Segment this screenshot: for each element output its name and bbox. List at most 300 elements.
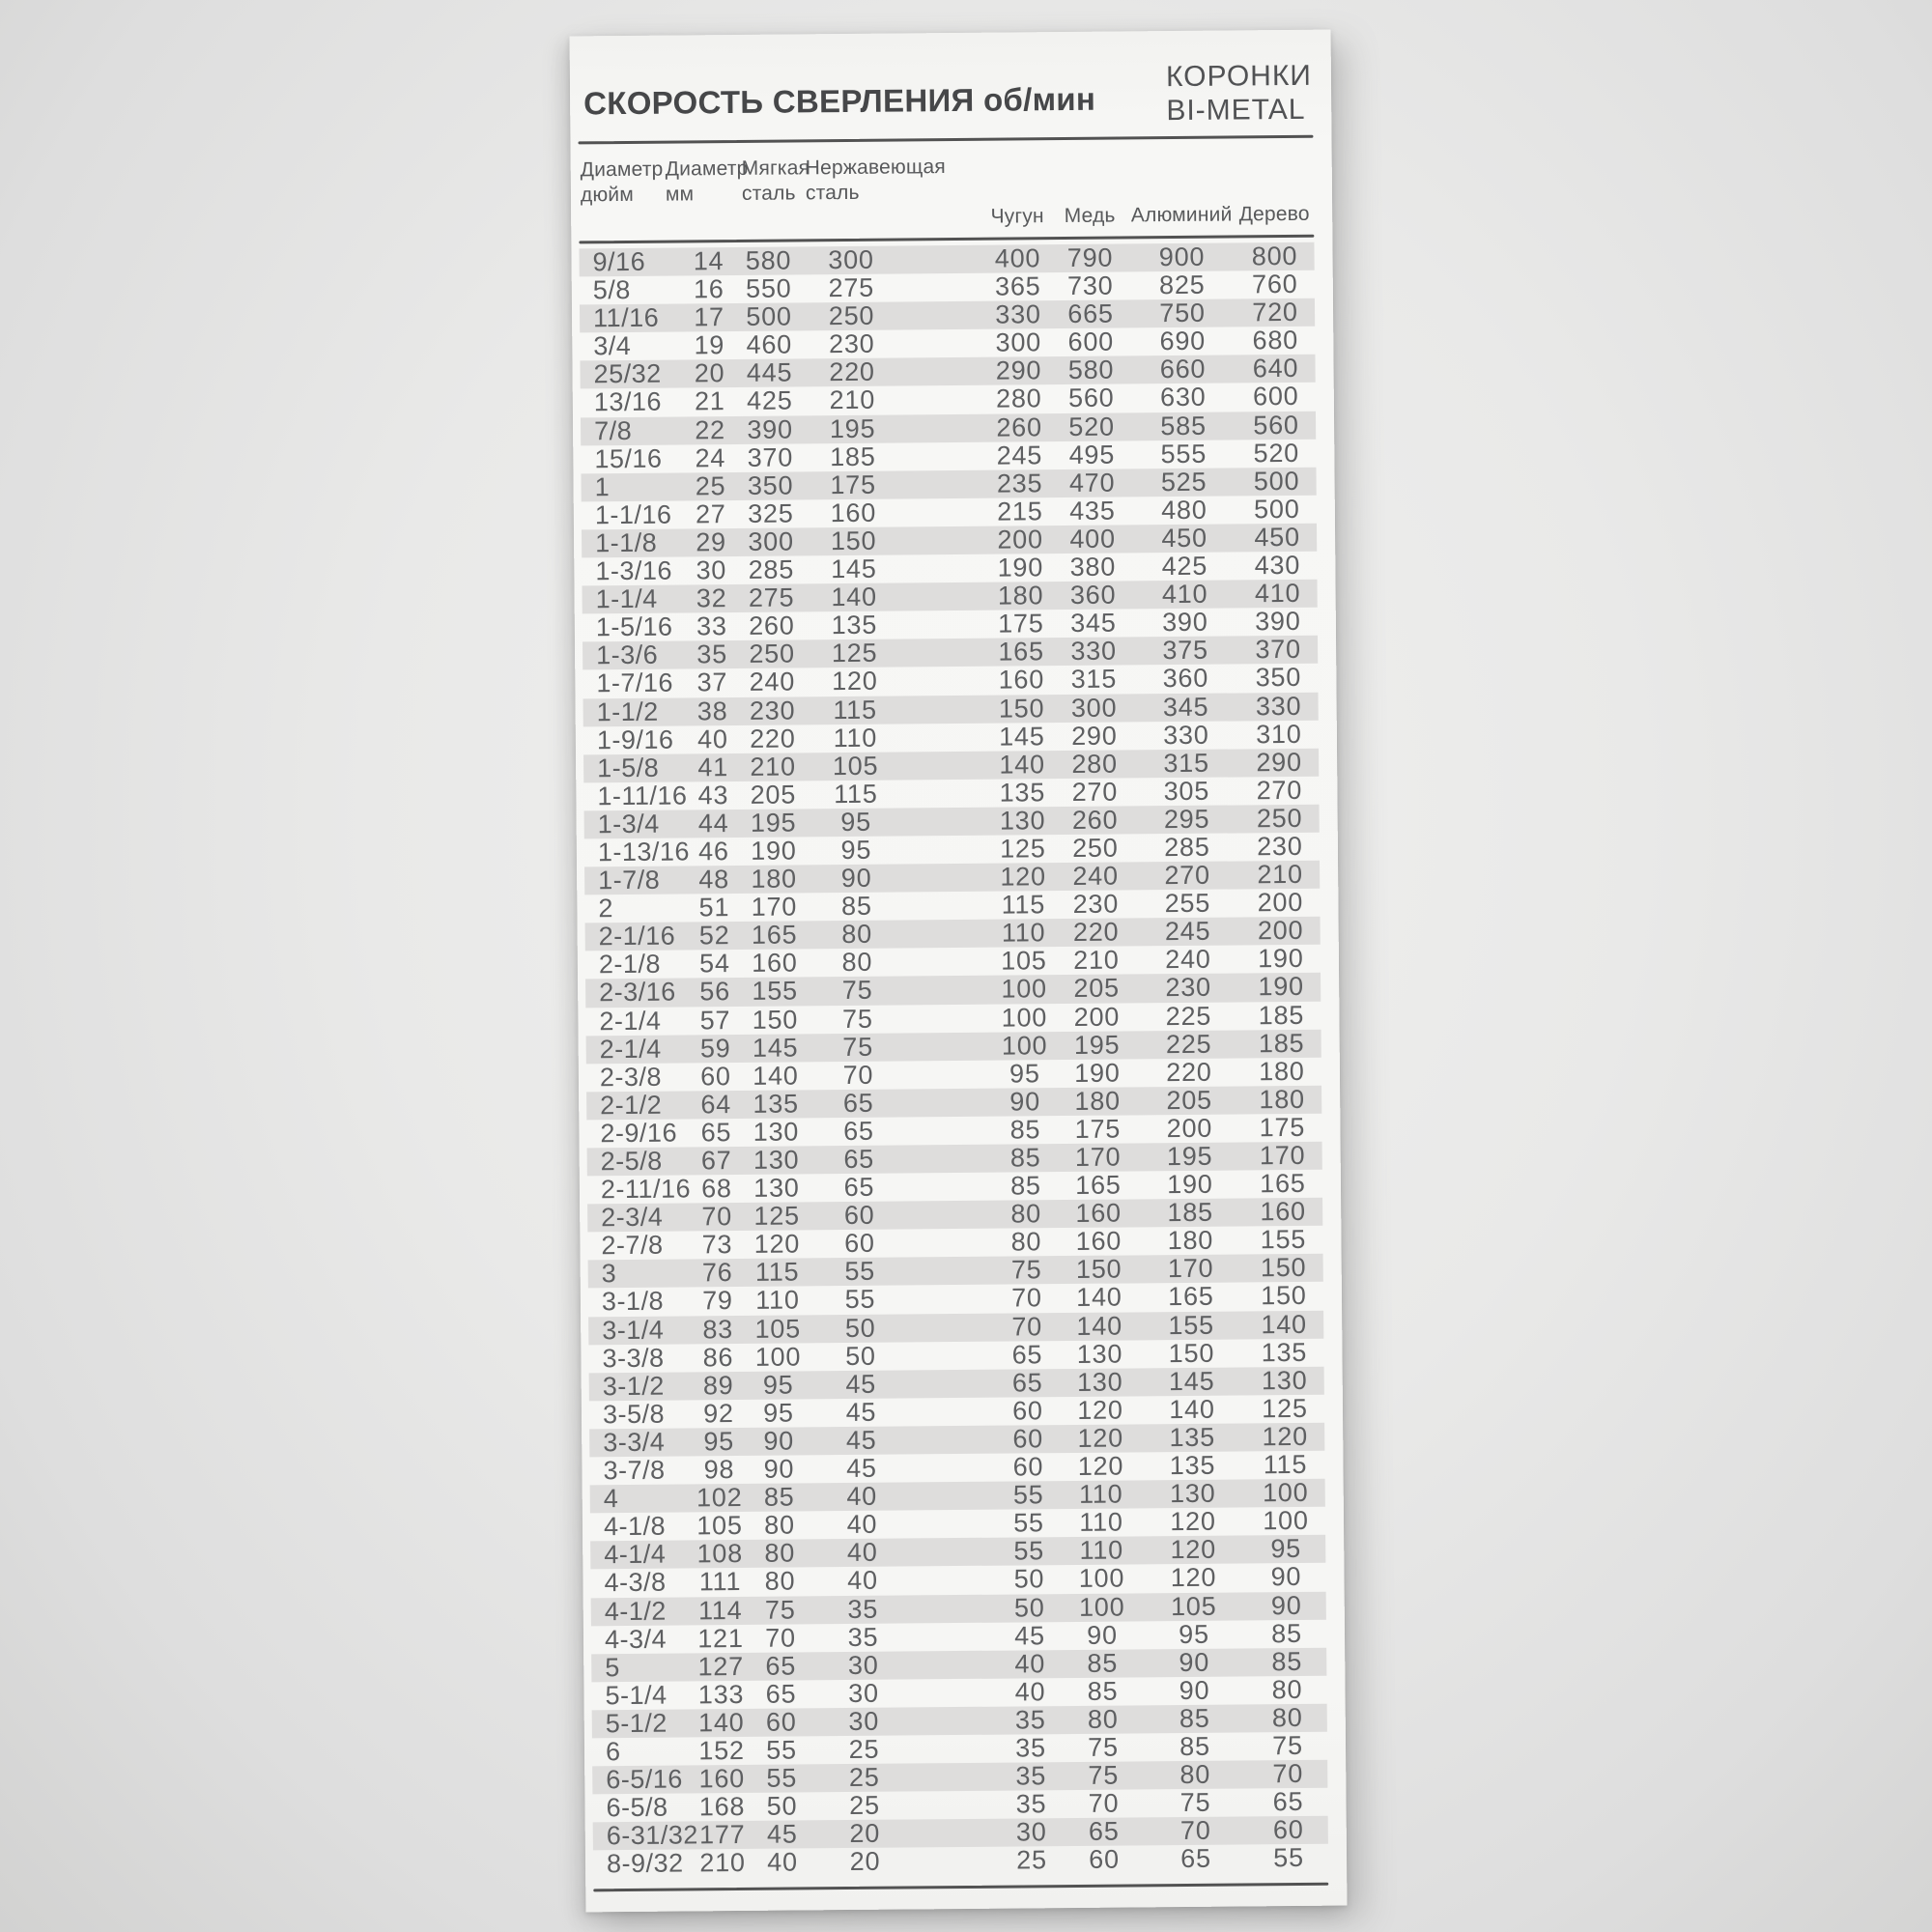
cell-mild-steel: 210 xyxy=(750,752,796,781)
cell-stainless-steel: 30 xyxy=(848,1706,880,1736)
cell-wood: 310 xyxy=(1256,719,1302,749)
cell-cast-iron: 280 xyxy=(995,384,1042,414)
cell-aluminum: 220 xyxy=(1166,1057,1212,1087)
cell-copper: 205 xyxy=(1073,973,1121,1004)
col-header-label: Медь xyxy=(1064,204,1116,228)
cell-diameter-mm: 76 xyxy=(701,1258,733,1288)
cell-diameter-inch: 2-3/16 xyxy=(599,977,676,1008)
cell-diameter-inch: 2-5/8 xyxy=(600,1146,663,1177)
cell-stainless-steel: 50 xyxy=(844,1313,876,1343)
cell-cast-iron: 400 xyxy=(994,243,1041,273)
cell-stainless-steel: 185 xyxy=(829,441,876,471)
cell-diameter-mm: 92 xyxy=(703,1398,734,1429)
cell-stainless-steel: 65 xyxy=(843,1172,875,1203)
cell-aluminum: 200 xyxy=(1166,1113,1213,1144)
cell-cast-iron: 160 xyxy=(998,665,1045,696)
cell-mild-steel: 90 xyxy=(763,1454,795,1484)
cell-mild-steel: 95 xyxy=(763,1398,794,1428)
cell-mild-steel: 150 xyxy=(752,1004,799,1035)
cell-copper: 600 xyxy=(1067,327,1115,357)
cell-wood: 800 xyxy=(1251,241,1298,271)
cell-stainless-steel: 25 xyxy=(848,1734,880,1764)
cell-diameter-mm: 83 xyxy=(702,1314,734,1344)
cell-aluminum: 180 xyxy=(1167,1225,1214,1256)
cell-mild-steel: 325 xyxy=(747,498,794,528)
cell-cast-iron: 25 xyxy=(1016,1845,1047,1875)
cell-copper: 150 xyxy=(1075,1254,1122,1285)
cell-stainless-steel: 175 xyxy=(830,469,876,499)
cell-wood: 185 xyxy=(1258,1000,1305,1030)
cell-mild-steel: 125 xyxy=(753,1201,801,1232)
cell-wood: 140 xyxy=(1261,1309,1308,1339)
cell-aluminum: 90 xyxy=(1179,1675,1210,1705)
cell-cast-iron: 100 xyxy=(1001,974,1048,1005)
cell-cast-iron: 35 xyxy=(1015,1761,1047,1791)
cell-stainless-steel: 60 xyxy=(844,1229,875,1259)
cell-diameter-mm: 70 xyxy=(701,1202,733,1232)
cell-diameter-mm: 68 xyxy=(700,1174,732,1204)
brand-block xyxy=(1166,59,1312,128)
cell-wood: 125 xyxy=(1262,1393,1308,1424)
cell-cast-iron: 235 xyxy=(996,468,1043,498)
cell-stainless-steel: 125 xyxy=(831,639,878,668)
cell-cast-iron: 85 xyxy=(1009,1143,1041,1173)
cell-aluminum: 410 xyxy=(1161,579,1208,610)
cell-diameter-mm: 67 xyxy=(700,1146,732,1176)
cell-stainless-steel: 120 xyxy=(832,667,878,696)
cell-mild-steel: 445 xyxy=(746,357,793,388)
cell-copper: 520 xyxy=(1068,412,1115,441)
cell-diameter-inch: 3-1/8 xyxy=(601,1287,665,1317)
cell-copper: 470 xyxy=(1068,468,1116,497)
cell-cast-iron: 85 xyxy=(1009,1171,1041,1201)
cell-copper: 240 xyxy=(1072,861,1119,892)
cell-aluminum: 75 xyxy=(1179,1787,1211,1818)
cell-stainless-steel: 65 xyxy=(842,1116,874,1146)
cell-diameter-inch: 3/4 xyxy=(593,331,632,361)
cell-stainless-steel: 80 xyxy=(841,948,873,978)
leaflet-header xyxy=(582,59,1313,133)
cell-cast-iron: 60 xyxy=(1012,1452,1044,1482)
cell-diameter-inch: 1 xyxy=(594,471,611,502)
cell-wood: 190 xyxy=(1258,972,1305,1002)
cell-aluminum: 295 xyxy=(1163,804,1210,835)
cell-aluminum: 345 xyxy=(1162,692,1209,722)
cell-copper: 580 xyxy=(1067,355,1115,385)
cell-stainless-steel: 40 xyxy=(846,1481,878,1512)
cell-copper: 270 xyxy=(1071,777,1119,807)
cell-cast-iron: 60 xyxy=(1012,1424,1044,1454)
cell-stainless-steel: 210 xyxy=(829,385,876,415)
cell-mild-steel: 130 xyxy=(753,1145,800,1175)
cell-cast-iron: 80 xyxy=(1010,1199,1042,1229)
cell-stainless-steel: 55 xyxy=(844,1285,876,1315)
cell-mild-steel: 45 xyxy=(766,1819,798,1850)
cell-diameter-inch: 1-5/16 xyxy=(595,611,673,642)
brand-product: КОРОНКИ xyxy=(1165,59,1313,94)
cell-diameter-inch: 3-5/8 xyxy=(602,1399,666,1430)
cell-diameter-mm: 54 xyxy=(698,949,730,979)
cell-stainless-steel: 40 xyxy=(846,1509,878,1540)
cell-mild-steel: 165 xyxy=(751,920,798,951)
cell-diameter-mm: 108 xyxy=(696,1539,744,1569)
cell-cast-iron: 50 xyxy=(1013,1564,1045,1594)
cell-cast-iron: 115 xyxy=(1001,890,1046,920)
cell-aluminum: 450 xyxy=(1161,523,1208,554)
cell-copper: 665 xyxy=(1067,298,1114,329)
table-row xyxy=(593,1844,1328,1879)
col-header-label: Чугун xyxy=(990,205,1044,228)
cell-cast-iron: 55 xyxy=(1013,1536,1045,1566)
cell-mild-steel: 55 xyxy=(766,1735,797,1765)
cell-cast-iron: 175 xyxy=(998,609,1044,639)
cell-cast-iron: 180 xyxy=(997,581,1044,611)
cell-copper: 315 xyxy=(1070,664,1118,695)
cell-diameter-mm: 168 xyxy=(698,1792,746,1822)
cell-cast-iron: 130 xyxy=(999,806,1046,836)
cell-cast-iron: 150 xyxy=(998,693,1045,724)
cell-mild-steel: 110 xyxy=(755,1285,800,1316)
cell-copper: 260 xyxy=(1071,805,1119,835)
page-title: СКОРОСТЬ СВЕРЛЕНИЯ об/мин xyxy=(582,80,1096,122)
cell-stainless-steel: 55 xyxy=(844,1257,876,1287)
cell-aluminum: 85 xyxy=(1179,1703,1210,1733)
cell-cast-iron: 190 xyxy=(997,553,1044,582)
cell-diameter-inch: 2-9/16 xyxy=(600,1118,678,1149)
cell-aluminum: 195 xyxy=(1166,1141,1213,1172)
cell-mild-steel: 155 xyxy=(752,976,799,1007)
cell-cast-iron: 125 xyxy=(1000,834,1046,864)
cell-aluminum: 245 xyxy=(1164,916,1211,947)
cell-diameter-inch: 13/16 xyxy=(593,387,663,417)
cell-diameter-inch: 6-5/8 xyxy=(606,1792,668,1823)
cell-copper: 330 xyxy=(1070,636,1117,667)
cell-stainless-steel: 95 xyxy=(840,835,872,866)
cell-aluminum: 360 xyxy=(1162,664,1209,694)
cell-diameter-inch: 1-7/8 xyxy=(598,865,661,895)
cell-copper: 250 xyxy=(1072,833,1119,863)
cell-aluminum: 825 xyxy=(1158,270,1206,300)
cell-wood: 270 xyxy=(1256,775,1303,806)
cell-wood: 100 xyxy=(1263,1506,1309,1536)
cell-mild-steel: 285 xyxy=(748,554,795,584)
col-header-sublabel: дюйм xyxy=(580,183,635,207)
cell-aluminum: 230 xyxy=(1165,973,1212,1003)
cell-diameter-inch: 1-1/8 xyxy=(594,527,658,558)
cell-stainless-steel: 300 xyxy=(828,244,874,275)
cell-diameter-mm: 57 xyxy=(699,1005,731,1035)
cell-diameter-mm: 14 xyxy=(693,246,724,276)
cell-aluminum: 80 xyxy=(1179,1759,1211,1790)
cell-aluminum: 120 xyxy=(1170,1535,1217,1565)
cell-stainless-steel: 35 xyxy=(847,1594,879,1624)
col-header-sublabel: сталь xyxy=(741,182,796,205)
cell-diameter-mm: 105 xyxy=(696,1511,743,1541)
cell-diameter-mm: 46 xyxy=(697,837,729,867)
cell-mild-steel: 70 xyxy=(765,1623,796,1653)
cell-mild-steel: 170 xyxy=(751,892,798,923)
col-header-label: Дерево xyxy=(1238,202,1310,226)
cell-diameter-inch: 4-3/8 xyxy=(604,1568,667,1598)
cell-diameter-mm: 44 xyxy=(697,808,729,838)
cell-copper: 130 xyxy=(1076,1339,1123,1369)
cell-diameter-inch: 4-1/2 xyxy=(604,1596,667,1626)
cell-diameter-inch: 3 xyxy=(601,1259,617,1289)
cell-cast-iron: 45 xyxy=(1014,1620,1045,1651)
cell-mild-steel: 80 xyxy=(764,1538,796,1569)
cell-aluminum: 190 xyxy=(1167,1169,1213,1200)
cell-diameter-inch: 6-5/16 xyxy=(606,1764,683,1795)
cell-stainless-steel: 65 xyxy=(842,1088,874,1118)
cell-aluminum: 285 xyxy=(1164,832,1210,863)
cell-stainless-steel: 160 xyxy=(830,497,877,527)
cell-diameter-inch: 3-3/8 xyxy=(602,1343,665,1373)
cell-mild-steel: 260 xyxy=(749,611,795,641)
cell-wood: 130 xyxy=(1261,1365,1308,1396)
cell-aluminum: 155 xyxy=(1168,1310,1215,1340)
cell-stainless-steel: 20 xyxy=(849,1847,881,1877)
cell-cast-iron: 60 xyxy=(1012,1396,1043,1426)
cell-wood: 450 xyxy=(1254,522,1300,553)
bottom-rule xyxy=(593,1883,1328,1892)
cell-wood: 250 xyxy=(1256,803,1303,834)
cell-diameter-mm: 37 xyxy=(696,668,728,697)
cell-diameter-inch: 2-3/4 xyxy=(601,1202,664,1233)
cell-wood: 80 xyxy=(1271,1702,1303,1733)
cell-aluminum: 375 xyxy=(1162,636,1208,666)
cell-copper: 175 xyxy=(1074,1114,1122,1144)
cell-aluminum: 90 xyxy=(1179,1647,1210,1677)
cell-aluminum: 690 xyxy=(1159,327,1207,356)
drilling-speed-leaflet xyxy=(570,30,1348,1913)
cell-diameter-mm: 27 xyxy=(695,498,726,529)
cell-mild-steel: 275 xyxy=(748,582,795,613)
cell-copper: 290 xyxy=(1071,721,1118,751)
cell-diameter-mm: 30 xyxy=(696,555,727,585)
cell-diameter-mm: 32 xyxy=(696,583,727,613)
cell-wood: 200 xyxy=(1257,888,1304,918)
cell-aluminum: 70 xyxy=(1179,1816,1211,1846)
cell-wood: 230 xyxy=(1257,831,1303,862)
cell-cast-iron: 200 xyxy=(997,525,1043,554)
cell-diameter-inch: 25/32 xyxy=(593,359,662,389)
cell-aluminum: 240 xyxy=(1165,945,1211,975)
cell-wood: 760 xyxy=(1251,269,1298,299)
cell-copper: 170 xyxy=(1074,1142,1122,1172)
cell-diameter-inch: 6-31/32 xyxy=(606,1820,699,1851)
cell-wood: 520 xyxy=(1253,438,1300,468)
cell-diameter-mm: 114 xyxy=(697,1595,743,1625)
cell-diameter-mm: 121 xyxy=(697,1623,744,1653)
cell-cast-iron: 65 xyxy=(1011,1339,1043,1370)
cell-wood: 185 xyxy=(1258,1028,1305,1058)
cell-wood: 120 xyxy=(1262,1421,1309,1452)
cell-diameter-mm: 17 xyxy=(694,302,725,332)
cell-mild-steel: 205 xyxy=(750,780,797,810)
cell-aluminum: 225 xyxy=(1165,1029,1212,1059)
cell-stainless-steel: 30 xyxy=(847,1650,879,1680)
cell-wood: 410 xyxy=(1254,579,1301,609)
cell-stainless-steel: 70 xyxy=(842,1060,874,1090)
cell-mild-steel: 85 xyxy=(763,1482,795,1512)
cell-diameter-mm: 98 xyxy=(703,1455,735,1485)
cell-aluminum: 150 xyxy=(1168,1338,1215,1368)
col-header-sublabel: мм xyxy=(665,183,695,206)
cell-stainless-steel: 90 xyxy=(840,863,872,894)
cell-copper: 200 xyxy=(1073,1002,1121,1032)
cell-cast-iron: 85 xyxy=(1009,1115,1041,1145)
cell-mild-steel: 60 xyxy=(765,1707,797,1737)
cell-wood: 560 xyxy=(1253,410,1299,440)
cell-wood: 210 xyxy=(1257,859,1303,890)
cell-mild-steel: 50 xyxy=(766,1791,798,1821)
cell-diameter-mm: 95 xyxy=(703,1426,735,1457)
speed-table xyxy=(579,242,1328,1879)
cell-copper: 180 xyxy=(1074,1086,1122,1116)
cell-copper: 110 xyxy=(1079,1535,1124,1566)
cell-diameter-mm: 40 xyxy=(696,724,728,753)
cell-stainless-steel: 95 xyxy=(840,807,872,837)
cell-diameter-inch: 1-1/16 xyxy=(594,499,672,530)
cell-diameter-inch: 1-3/16 xyxy=(595,555,673,586)
cell-diameter-inch: 1-13/16 xyxy=(597,837,691,867)
cell-copper: 120 xyxy=(1077,1423,1124,1453)
cell-aluminum: 270 xyxy=(1164,860,1210,891)
table-column-headers xyxy=(579,152,1315,234)
cell-aluminum: 225 xyxy=(1165,1001,1212,1031)
cell-stainless-steel: 75 xyxy=(841,1004,873,1034)
cell-mild-steel: 160 xyxy=(752,948,798,979)
cell-mild-steel: 120 xyxy=(753,1229,801,1260)
cell-stainless-steel: 35 xyxy=(847,1622,879,1652)
cell-diameter-inch: 2-1/4 xyxy=(599,1034,662,1064)
cell-diameter-mm: 16 xyxy=(693,274,724,304)
cell-mild-steel: 220 xyxy=(750,724,796,753)
cell-wood: 60 xyxy=(1272,1815,1304,1845)
col-header-label: Диаметр xyxy=(580,157,664,182)
cell-wood: 115 xyxy=(1263,1449,1308,1480)
cell-cast-iron: 105 xyxy=(1001,946,1047,976)
cell-wood: 500 xyxy=(1253,466,1300,497)
top-rule xyxy=(578,135,1313,145)
cell-mild-steel: 195 xyxy=(750,808,797,838)
cell-aluminum: 105 xyxy=(1170,1591,1217,1621)
cell-copper: 85 xyxy=(1087,1676,1119,1706)
cell-diameter-mm: 127 xyxy=(697,1651,745,1682)
cell-wood: 90 xyxy=(1270,1562,1302,1592)
cell-diameter-mm: 19 xyxy=(694,330,725,360)
cell-diameter-mm: 152 xyxy=(698,1735,745,1766)
cell-cast-iron: 65 xyxy=(1011,1368,1043,1398)
cell-copper: 495 xyxy=(1068,440,1116,469)
cell-wood: 290 xyxy=(1256,747,1302,777)
cell-copper: 160 xyxy=(1075,1198,1122,1229)
cell-diameter-mm: 52 xyxy=(698,921,730,951)
cell-cast-iron: 135 xyxy=(999,777,1046,808)
cell-stainless-steel: 30 xyxy=(848,1678,879,1708)
cell-diameter-mm: 33 xyxy=(696,611,727,641)
cell-wood: 95 xyxy=(1270,1534,1302,1564)
cell-wood: 70 xyxy=(1272,1758,1304,1789)
cell-copper: 230 xyxy=(1072,889,1120,920)
col-header-aluminum xyxy=(1128,152,1236,228)
cell-wood: 160 xyxy=(1260,1197,1307,1227)
cell-wood: 430 xyxy=(1254,550,1301,581)
cell-diameter-inch: 5/8 xyxy=(592,275,632,305)
cell-diameter-mm: 79 xyxy=(702,1286,733,1316)
col-header-label: Нержавеющая xyxy=(805,156,946,180)
cell-diameter-inch: 1-7/16 xyxy=(596,668,674,698)
cell-aluminum: 900 xyxy=(1158,242,1206,272)
cell-aluminum: 135 xyxy=(1169,1450,1216,1481)
cell-aluminum: 185 xyxy=(1167,1197,1214,1228)
cell-copper: 80 xyxy=(1087,1704,1119,1734)
cell-diameter-inch: 1-1/2 xyxy=(596,696,659,726)
cell-stainless-steel: 195 xyxy=(829,413,876,443)
cell-diameter-inch: 3-1/2 xyxy=(602,1371,665,1401)
cell-aluminum: 120 xyxy=(1170,1506,1216,1537)
cell-mild-steel: 65 xyxy=(765,1651,797,1681)
cell-aluminum: 95 xyxy=(1179,1619,1209,1649)
cell-copper: 220 xyxy=(1072,917,1120,948)
cell-copper: 165 xyxy=(1075,1170,1122,1201)
cell-wood: 155 xyxy=(1260,1225,1307,1255)
cell-copper: 60 xyxy=(1089,1844,1120,1875)
cell-wood: 150 xyxy=(1260,1253,1307,1283)
cell-cast-iron: 165 xyxy=(998,637,1044,667)
cell-diameter-mm: 56 xyxy=(699,977,731,1007)
cell-diameter-inch: 8-9/32 xyxy=(606,1848,684,1879)
cell-diameter-mm: 60 xyxy=(699,1061,731,1092)
cell-mild-steel: 130 xyxy=(753,1117,800,1147)
cell-diameter-mm: 35 xyxy=(696,639,728,669)
cell-wood: 190 xyxy=(1258,944,1304,974)
cell-aluminum: 305 xyxy=(1163,776,1210,806)
cell-diameter-mm: 89 xyxy=(702,1370,734,1401)
cell-cast-iron: 40 xyxy=(1014,1648,1046,1679)
cell-wood: 135 xyxy=(1261,1337,1308,1367)
cell-wood: 175 xyxy=(1259,1112,1306,1143)
cell-copper: 730 xyxy=(1066,270,1114,301)
cell-cast-iron: 70 xyxy=(1011,1311,1043,1342)
cell-copper: 100 xyxy=(1078,1592,1125,1622)
cell-mild-steel: 95 xyxy=(762,1370,794,1400)
cell-stainless-steel: 50 xyxy=(845,1341,876,1371)
cell-cast-iron: 120 xyxy=(1000,862,1047,892)
cell-copper: 435 xyxy=(1068,496,1116,526)
cell-diameter-inch: 11/16 xyxy=(592,302,660,333)
cell-cast-iron: 70 xyxy=(1011,1283,1042,1313)
cell-diameter-mm: 24 xyxy=(695,442,726,473)
cell-copper: 300 xyxy=(1070,693,1118,723)
cell-copper: 65 xyxy=(1088,1816,1120,1847)
cell-aluminum: 65 xyxy=(1180,1844,1211,1874)
cell-wood: 85 xyxy=(1271,1646,1303,1676)
cell-mild-steel: 230 xyxy=(749,695,796,725)
cell-stainless-steel: 145 xyxy=(831,554,877,584)
cell-cast-iron: 35 xyxy=(1015,1789,1047,1819)
cell-aluminum: 205 xyxy=(1166,1085,1213,1115)
cell-aluminum: 630 xyxy=(1159,383,1207,412)
cell-cast-iron: 55 xyxy=(1012,1480,1044,1510)
cell-aluminum: 145 xyxy=(1168,1366,1215,1396)
cell-cast-iron: 50 xyxy=(1013,1592,1045,1623)
cell-copper: 560 xyxy=(1067,384,1115,413)
cell-diameter-inch: 1-11/16 xyxy=(597,781,688,811)
cell-copper: 130 xyxy=(1076,1367,1123,1397)
cell-wood: 90 xyxy=(1270,1590,1302,1620)
cell-diameter-mm: 64 xyxy=(700,1089,732,1120)
